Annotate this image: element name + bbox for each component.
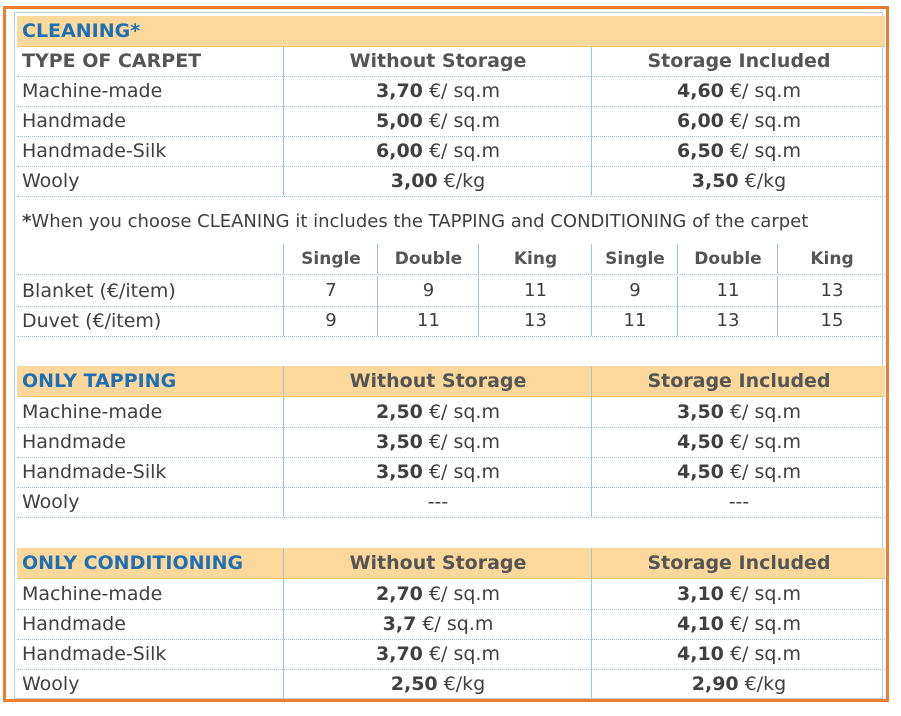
price-with-storage: 4,50 €/ sq.m — [591, 457, 886, 487]
conditioning-row — [17, 579, 885, 610]
bedding-size-header: King — [478, 244, 592, 274]
price-without-storage: 2,50 €/kg — [283, 669, 592, 699]
carpet-type: Machine-made — [22, 401, 163, 423]
price-without-storage: 6,00 €/ sq.m — [283, 136, 592, 166]
bedding-size-header: Single — [283, 244, 378, 274]
cleaning-header-row — [17, 46, 885, 77]
bedding-price: 7 — [283, 276, 378, 306]
bedding-size-header: Single — [591, 244, 678, 274]
price-without-storage: 3,50 €/ sq.m — [283, 427, 592, 457]
tapping-row — [17, 397, 885, 428]
price-with-storage: 4,10 €/ sq.m — [591, 609, 886, 639]
bedding-price: 13 — [677, 306, 778, 336]
bedding-size-header: Double — [377, 244, 479, 274]
bedding-item: Duvet (€/item) — [22, 310, 162, 332]
carpet-type: Handmade-Silk — [22, 140, 167, 162]
carpet-type: Handmade — [22, 110, 126, 132]
carpet-type: Machine-made — [22, 583, 163, 605]
price-without-storage: 3,00 €/kg — [283, 166, 592, 196]
conditioning-title: ONLY CONDITIONING — [22, 552, 244, 574]
tapping-row — [17, 487, 885, 518]
type-of-carpet-header: TYPE OF CARPET — [22, 50, 202, 72]
bedding-item: Blanket (€/item) — [22, 280, 176, 302]
storage-included-header: Storage Included — [591, 548, 886, 578]
tapping-row — [17, 457, 885, 488]
tapping-title: ONLY TAPPING — [22, 370, 177, 392]
cleaning-title: CLEANING* — [22, 20, 141, 42]
carpet-type: Wooly — [22, 673, 80, 695]
price-with-storage: 3,50 €/ sq.m — [591, 397, 886, 427]
conditioning-row — [17, 639, 885, 670]
conditioning-row — [17, 609, 885, 640]
bedding-row — [17, 276, 885, 307]
price-with-storage: 4,10 €/ sq.m — [591, 639, 886, 669]
bedding-size-header: Double — [677, 244, 778, 274]
without-storage-header: Without Storage — [283, 548, 592, 578]
cleaning-row — [17, 106, 885, 137]
cleaning-row — [17, 166, 885, 197]
bedding-price: 15 — [777, 306, 886, 336]
cleaning-row — [17, 136, 885, 167]
carpet-type: Handmade — [22, 613, 126, 635]
carpet-type: Handmade-Silk — [22, 643, 167, 665]
bedding-size-header: King — [777, 244, 886, 274]
price-without-storage: 2,50 €/ sq.m — [283, 397, 592, 427]
cleaning-row — [17, 76, 885, 107]
bedding-price: 13 — [777, 276, 886, 306]
carpet-type: Wooly — [22, 491, 80, 513]
bedding-price: 11 — [478, 276, 592, 306]
carpet-type: Wooly — [22, 170, 80, 192]
price-with-storage: 6,00 €/ sq.m — [591, 106, 886, 136]
without-storage-header: Without Storage — [283, 366, 592, 396]
price-without-storage: --- — [283, 487, 592, 517]
bedding-price: 11 — [377, 306, 479, 336]
bedding-price: 9 — [377, 276, 479, 306]
price-without-storage: 2,70 €/ sq.m — [283, 579, 592, 609]
tapping-row — [17, 427, 885, 458]
price-with-storage: 6,50 €/ sq.m — [591, 136, 886, 166]
bedding-price: 9 — [591, 276, 678, 306]
price-with-storage: 3,10 €/ sq.m — [591, 579, 886, 609]
price-with-storage: 4,60 €/ sq.m — [591, 76, 886, 106]
carpet-type: Handmade-Silk — [22, 461, 167, 483]
price-with-storage: 4,50 €/ sq.m — [591, 427, 886, 457]
storage-included-header: Storage Included — [591, 46, 886, 76]
price-without-storage: 3,70 €/ sq.m — [283, 76, 592, 106]
bedding-price: 11 — [677, 276, 778, 306]
storage-included-header: Storage Included — [591, 366, 886, 396]
cleaning-note: *When you choose CLEANING it includes the TAPPING and CONDITIONING of the carpet — [22, 211, 809, 232]
tapping-header-row — [17, 366, 885, 397]
bedding-price: 9 — [283, 306, 378, 336]
conditioning-row — [17, 669, 885, 699]
without-storage-header: Without Storage — [283, 46, 592, 76]
conditioning-header-row — [17, 548, 885, 579]
price-with-storage: 2,90 €/kg — [591, 669, 886, 699]
bedding-price: 13 — [478, 306, 592, 336]
price-without-storage: 3,70 €/ sq.m — [283, 639, 592, 669]
price-without-storage: 3,50 €/ sq.m — [283, 457, 592, 487]
price-with-storage: --- — [591, 487, 886, 517]
bedding-header-row — [17, 244, 885, 275]
price-without-storage: 3,7 €/ sq.m — [283, 609, 592, 639]
bedding-row — [17, 306, 885, 337]
price-without-storage: 5,00 €/ sq.m — [283, 106, 592, 136]
cleaning-title-row — [17, 16, 885, 47]
carpet-type: Handmade — [22, 431, 126, 453]
carpet-type: Machine-made — [22, 80, 163, 102]
bedding-price: 11 — [591, 306, 678, 336]
price-with-storage: 3,50 €/kg — [591, 166, 886, 196]
